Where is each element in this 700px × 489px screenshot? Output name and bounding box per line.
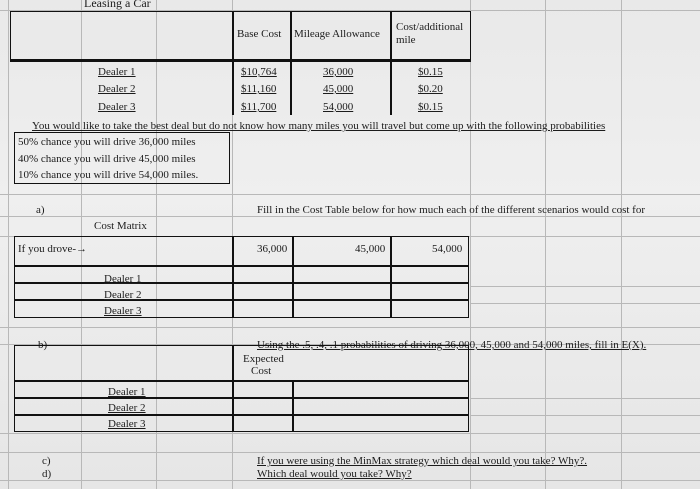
- part-b-instruction: Using the .5, .4, .1 probabilities of driving 36,000, 45,000 and 54,000 miles, fill in E(X).: [257, 339, 647, 351]
- matrix-dealer-3: Dealer 3: [104, 305, 142, 317]
- column-36000: 36,000: [257, 243, 288, 255]
- table-divider: [292, 236, 294, 318]
- base-cost-header: Base Cost: [237, 28, 282, 40]
- grid-line: [0, 433, 700, 434]
- expected-cost-label-2: Cost: [251, 365, 272, 377]
- table-divider: [232, 345, 234, 432]
- grid-line: [621, 0, 622, 489]
- part-a-instruction: Fill in the Cost Table below for how much each of the different scenarios would cost for: [257, 204, 646, 216]
- if-you-drove-label: If you drove-→: [18, 243, 88, 255]
- expected-cost-table: [14, 345, 469, 432]
- dealer-2-cost: $0.20: [418, 83, 443, 95]
- expected-cost-label: Expected: [243, 353, 284, 365]
- matrix-dealer-2: Dealer 2: [104, 289, 142, 301]
- cost-additional-header-mile: mile: [396, 34, 416, 46]
- dealer-1-miles: 36,000: [323, 66, 354, 78]
- column-54000: 54,000: [432, 243, 463, 255]
- dealer-3-cost: $0.15: [418, 101, 443, 113]
- grid-line: [470, 0, 471, 489]
- table-divider: [14, 299, 469, 301]
- dealer-3-miles: 54,000: [323, 101, 354, 113]
- table-divider: [14, 380, 469, 382]
- grid-line: [470, 286, 700, 287]
- intro-text: You would like to take the best deal but do not know how many miles you will travel but come up with the following probabilities: [32, 120, 606, 132]
- grid-line: [8, 0, 9, 489]
- dealer-3-base: $11,700: [241, 101, 277, 113]
- dealer-2-label: Dealer 2: [98, 83, 136, 95]
- probability-54000: 10% chance you will drive 54,000 miles.: [18, 169, 199, 181]
- probability-45000: 40% chance you will drive 45,000 miles: [18, 153, 196, 165]
- table-divider: [10, 60, 471, 62]
- table-divider: [292, 380, 294, 432]
- dealer-3-label: Dealer 3: [98, 101, 136, 113]
- dealer-1-label: Dealer 1: [98, 66, 136, 78]
- table-divider: [290, 11, 292, 115]
- part-d-label: d): [42, 468, 52, 480]
- grid-line: [0, 216, 700, 217]
- mileage-allowance-header: Mileage Allowance: [294, 28, 380, 40]
- grid-line: [0, 327, 700, 328]
- table-divider: [14, 397, 469, 399]
- page-title: Leasing a Car: [84, 0, 151, 10]
- cost-additional-header: Cost/additional: [396, 21, 464, 33]
- matrix-dealer-1: Dealer 1: [104, 273, 142, 285]
- table-divider: [390, 11, 392, 115]
- probability-36000: 50% chance you will drive 36,000 miles: [18, 136, 196, 148]
- table-divider: [390, 236, 392, 318]
- part-d-question: Which deal would you take? Why?: [257, 468, 412, 480]
- table-divider: [14, 265, 469, 267]
- table-divider: [232, 236, 234, 318]
- part-c-label: c): [42, 455, 51, 467]
- part-a-label: a): [36, 204, 45, 216]
- part-b-label: b): [38, 339, 48, 351]
- grid-line: [0, 480, 700, 481]
- dealer-1-cost: $0.15: [418, 66, 443, 78]
- column-45000: 45,000: [355, 243, 386, 255]
- grid-line: [545, 0, 546, 489]
- expected-dealer-2: Dealer 2: [108, 402, 146, 414]
- grid-line: [470, 303, 700, 304]
- expected-dealer-1: Dealer 1: [108, 386, 146, 398]
- table-divider: [14, 282, 469, 284]
- expected-dealer-3: Dealer 3: [108, 418, 146, 430]
- dealer-1-base: $10,764: [241, 66, 277, 78]
- table-divider: [232, 11, 234, 115]
- cost-matrix-label: Cost Matrix: [94, 220, 147, 232]
- dealer-2-base: $11,160: [241, 83, 277, 95]
- grid-line: [470, 398, 700, 399]
- grid-line: [470, 415, 700, 416]
- grid-line: [0, 452, 700, 453]
- part-c-question: If you were using the MinMax strategy which deal would you take? Why?.: [257, 455, 588, 467]
- table-divider: [14, 414, 469, 416]
- cost-matrix-table: [14, 236, 469, 318]
- dealer-2-miles: 45,000: [323, 83, 354, 95]
- grid-line: [0, 194, 700, 195]
